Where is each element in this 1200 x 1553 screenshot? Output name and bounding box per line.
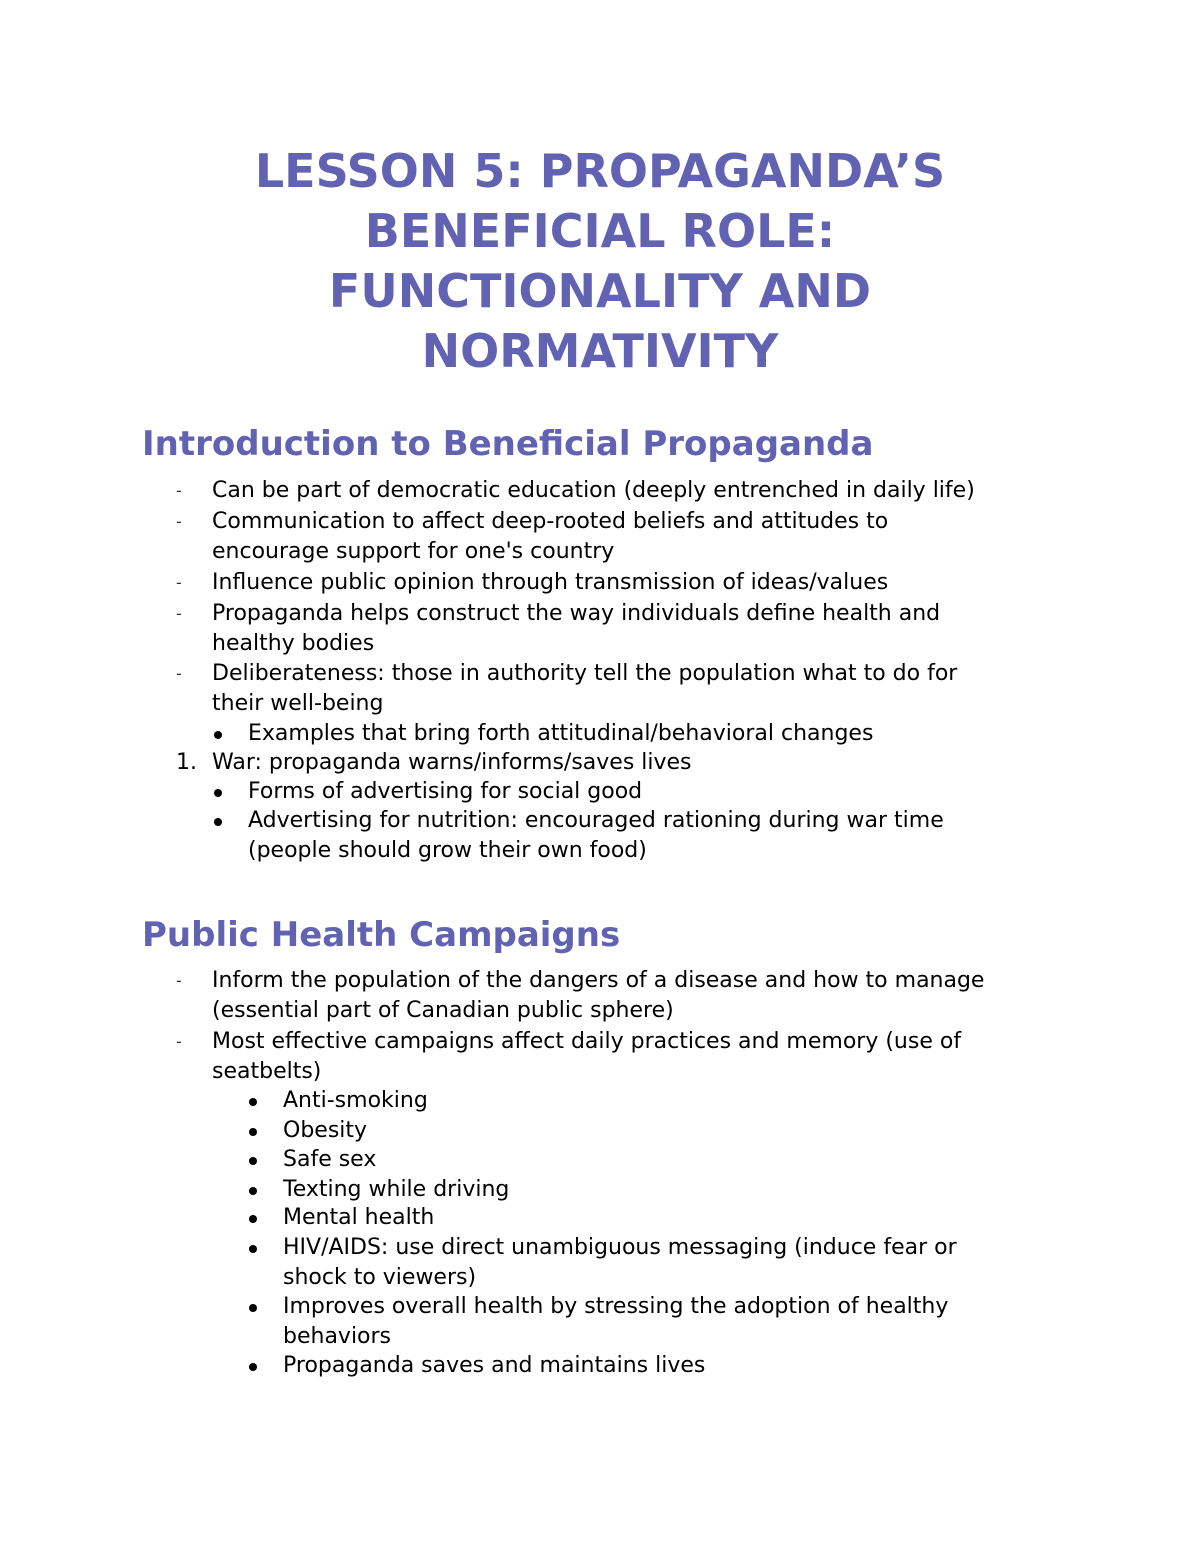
list-item-continuation: healthy bodies xyxy=(212,631,375,656)
dash-marker: - xyxy=(176,1032,182,1051)
bullet-icon xyxy=(249,1363,257,1371)
list-item: Can be part of democratic education (deeply entrenched in daily life) xyxy=(212,478,975,503)
bullet-icon xyxy=(249,1187,257,1195)
bullet-icon xyxy=(214,731,222,739)
list-item-continuation: seatbelts) xyxy=(212,1059,322,1084)
dash-marker: - xyxy=(176,971,182,990)
title-line: LESSON 5: PROPAGANDA’S xyxy=(254,144,946,198)
list-item: Influence public opinion through transmission of ideas/values xyxy=(212,570,889,595)
bullet-icon xyxy=(249,1157,257,1165)
bullet-icon xyxy=(249,1215,257,1223)
dash-marker: - xyxy=(176,573,182,592)
list-item-continuation: encourage support for one's country xyxy=(212,539,615,564)
list-item: Most effective campaigns affect daily practices and memory (use of xyxy=(212,1029,962,1054)
campaign-item: Mental health xyxy=(283,1205,435,1230)
sub-list-item: Advertising for nutrition: encouraged rationing during war time xyxy=(248,808,944,833)
section-heading-introduction: Introduction to Beneficial Propaganda xyxy=(142,424,874,464)
bullet-icon xyxy=(249,1128,257,1136)
campaign-item: Improves overall health by stressing the adoption of healthy xyxy=(283,1294,949,1319)
sub-list-item-continuation: (people should grow their own food) xyxy=(248,838,647,863)
list-item: Communication to affect deep-rooted beliefs and attitudes to xyxy=(212,509,889,534)
campaign-item: Texting while driving xyxy=(283,1177,510,1202)
title-line: NORMATIVITY xyxy=(421,324,779,378)
section-heading-public-health: Public Health Campaigns xyxy=(142,915,621,955)
list-item: Propaganda helps construct the way individuals define health and xyxy=(212,601,941,626)
number-marker: 1. xyxy=(176,750,197,775)
sub-list-item: Forms of advertising for social good xyxy=(248,779,643,804)
campaign-item: Obesity xyxy=(283,1118,368,1143)
bullet-icon xyxy=(249,1304,257,1312)
title-line: FUNCTIONALITY AND xyxy=(328,264,872,318)
campaign-item-continuation: behaviors xyxy=(283,1324,392,1349)
bullet-icon xyxy=(249,1245,257,1253)
sub-list-item: Examples that bring forth attitudinal/behavioral changes xyxy=(248,721,874,746)
dash-marker: - xyxy=(176,604,182,623)
list-item: Inform the population of the dangers of a disease and how to manage xyxy=(212,968,985,993)
list-item-continuation: (essential part of Canadian public sphere) xyxy=(212,998,674,1023)
campaign-item-continuation: shock to viewers) xyxy=(283,1265,477,1290)
bullet-icon xyxy=(249,1098,257,1106)
dash-marker: - xyxy=(176,481,182,500)
bullet-icon xyxy=(214,789,222,797)
campaign-item: HIV/AIDS: use direct unambiguous messaging (induce fear or xyxy=(283,1235,957,1260)
list-item-continuation: their well-being xyxy=(212,691,384,716)
dash-marker: - xyxy=(176,664,182,683)
campaign-item: Anti-smoking xyxy=(283,1088,428,1113)
page-title xyxy=(140,141,1060,381)
campaign-item: Safe sex xyxy=(283,1147,377,1172)
title-line: BENEFICIAL ROLE: xyxy=(364,204,836,258)
numbered-item: War: propaganda warns/informs/saves lives xyxy=(212,750,692,775)
campaign-item: Propaganda saves and maintains lives xyxy=(283,1353,706,1378)
list-item: Deliberateness: those in authority tell the population what to do for xyxy=(212,661,958,686)
dash-marker: - xyxy=(176,512,182,531)
bullet-icon xyxy=(214,818,222,826)
